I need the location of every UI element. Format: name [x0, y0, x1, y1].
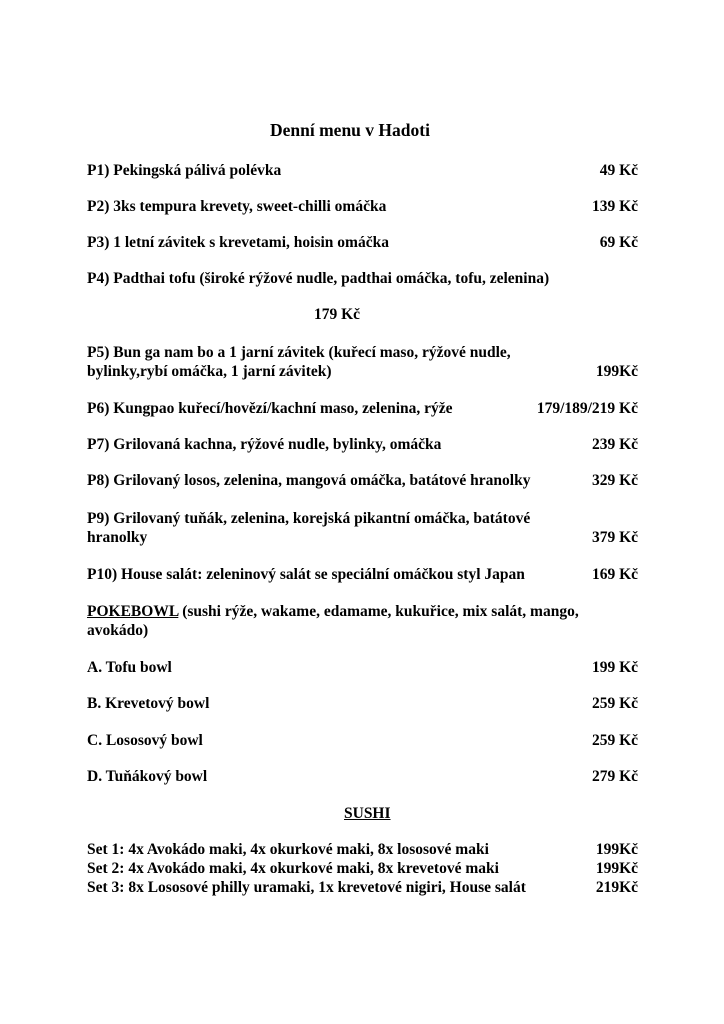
menu-item-label: P9) Grilovaný tuňák, zelenina, korejská pikantní omáčka, batátové [87, 510, 531, 527]
pokebowl-description: avokádo) [87, 622, 149, 639]
page-title: Denní menu v Hadoti [270, 120, 430, 140]
menu-item-label: P10) House salát: zeleninový salát se speciální omáčkou styl Japan [87, 566, 525, 583]
menu-item-price: 239 Kč [591, 436, 638, 453]
menu-item-price: 329 Kč [591, 472, 638, 489]
bowl-label: D. Tuňákový bowl [87, 768, 208, 785]
menu-item-label: P6) Kungpao kuřecí/hovězí/kachní maso, zelenina, rýže [87, 400, 453, 417]
menu-item-label: P7) Grilovaná kachna, rýžové nudle, bylinky, omáčka [87, 436, 442, 453]
menu-item-label: bylinky,rybí omáčka, 1 jarní závitek) [87, 363, 332, 380]
menu-item-price: 179 Kč [314, 306, 361, 323]
sushi-set-label: Set 3: 8x Lososové philly uramaki, 1x krevetové nigiri, House salát [87, 879, 526, 896]
menu-item-label: P4) Padthai tofu (široké rýžové nudle, padthai omáčka, tofu, zelenina) [87, 270, 550, 287]
menu-item-price: 179/189/219 Kč [536, 400, 638, 417]
sushi-set-price: 219Kč [595, 879, 638, 896]
menu-item-label: P3) 1 letní závitek s krevetami, hoisin omáčka [87, 234, 389, 251]
menu-item-label: P5) Bun ga nam bo a 1 jarní závitek (kuřecí maso, rýžové nudle, [87, 344, 511, 361]
sushi-set-price: 199Kč [595, 860, 638, 877]
menu-item-price: 49 Kč [599, 162, 638, 179]
menu-item-price: 69 Kč [599, 234, 638, 251]
menu-item-label: P2) 3ks tempura krevety, sweet-chilli omáčka [87, 198, 387, 215]
bowl-label: A. Tofu bowl [87, 659, 172, 676]
pokebowl-heading-line [87, 603, 579, 621]
pokebowl-heading: POKEBOWL [87, 603, 179, 620]
pokebowl-description: (sushi rýže, wakame, edamame, kukuřice, mix salát, mango, [178, 603, 579, 620]
menu-item-price: 169 Kč [591, 566, 638, 583]
menu-item-label: hranolky [87, 529, 148, 546]
bowl-price: 259 Kč [591, 695, 638, 712]
bowl-price: 279 Kč [591, 768, 638, 785]
sushi-set-label: Set 1: 4x Avokádo maki, 4x okurkové maki, 8x lososové maki [87, 841, 489, 858]
menu-item-label: P8) Grilovaný losos, zelenina, mangová omáčka, batátové hranolky [87, 472, 531, 489]
sushi-heading: SUSHI [344, 805, 391, 822]
sushi-set-price: 199Kč [595, 841, 638, 858]
menu-item-price: 199Kč [595, 363, 638, 380]
bowl-label: B. Krevetový bowl [87, 695, 210, 712]
bowl-price: 259 Kč [591, 732, 638, 749]
sushi-set-label: Set 2: 4x Avokádo maki, 4x okurkové maki, 8x krevetové maki [87, 860, 499, 877]
menu-item-price: 379 Kč [591, 529, 638, 546]
menu-item-label: P1) Pekingská pálivá polévka [87, 162, 282, 179]
bowl-label: C. Lososový bowl [87, 732, 203, 749]
menu-item-price: 139 Kč [591, 198, 638, 215]
bowl-price: 199 Kč [591, 659, 638, 676]
